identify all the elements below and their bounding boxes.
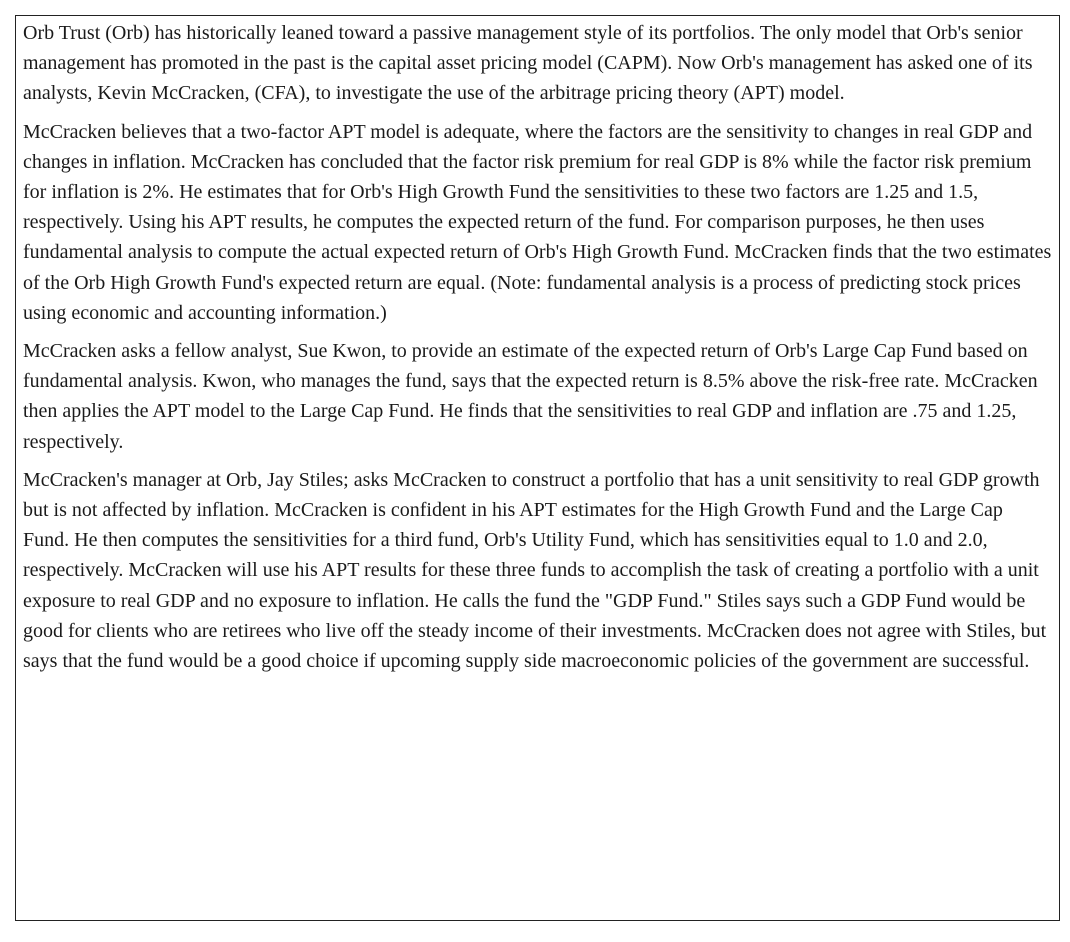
paragraph-gdp-fund: McCracken's manager at Orb, Jay Stiles; asks McCracken to construct a portfolio that has a unit sensitivity to real GDP growth but is not affected by inflation. McCracken is confident in his APT estimates for the High Growth Fund and the Large Cap Fund. He then computes the sensitivities for a third fund, Orb's Utility Fund, which has sensitivities equal to 1.0 and 2.0, respectively. McCracken will use his APT results for these three funds to accomplish the task of creating a portfolio with a unit exposure to real GDP and no exposure to inflation. He calls the fund the "GDP Fund." Stiles says such a GDP Fund would be good for clients who are retirees who live off the steady income of their investments. McCracken does not agree with Stiles, but says that the fund would be a good choice if upcoming supply side macroeconomic policies of the government are successful. [23, 468, 1047, 673]
paragraph-apt-model: McCracken believes that a two-factor APT model is adequate, where the factors are the sensitivity to changes in real GDP and changes in inflation. McCracken has concluded that the factor risk premium for real GDP is 8% while the factor risk premium for inflation is 2%. He estimates that for Orb's High Growth Fund the sensitivities to these two factors are 1.25 and 1.5, respectively. Using his APT results, he computes the expected return of the fund. For comparison purposes, he then uses fundamental analysis to compute the actual expected return of Orb's High Growth Fund. McCracken finds that the two estimates of the Orb High Growth Fund's expected return are equal. (Note: fundamental analysis is a process of predicting stock prices using economic and accounting information.) [23, 120, 1052, 324]
paragraph-large-cap-fund: McCracken asks a fellow analyst, Sue Kwon, to provide an estimate of the expected return of Orb's Large Cap Fund based on fundamental analysis. Kwon, who manages the fund, says that the expected return is 8.5% above the risk-free rate. McCracken then applies the APT model to the Large Cap Fund. He finds that the sensitivities to real GDP and inflation are .75 and 1.25, respectively. [23, 340, 1038, 453]
paragraph-intro: Orb Trust (Orb) has historically leaned toward a passive management style of its portfolios. The only model that Orb's senior management has promoted in the past is the capital asset pricing model (CAPM). Now Orb's management has asked one of its analysts, Kevin McCracken, (CFA), to investigate the use of the arbitrage pricing theory (APT) model. [23, 22, 1033, 105]
case-passage [15, 15, 1060, 921]
